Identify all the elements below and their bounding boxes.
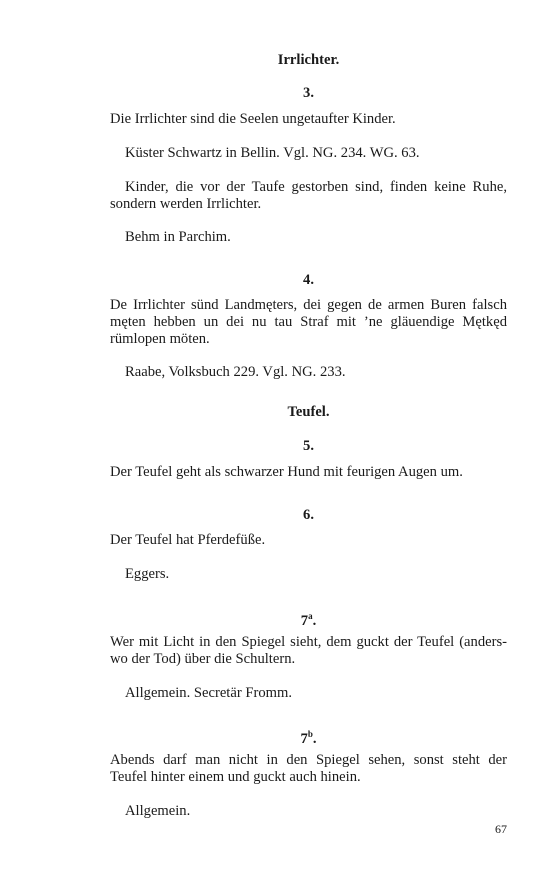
entry-4-line-3: rümlopen möten. xyxy=(110,331,210,347)
entry-7a-number: 7 xyxy=(300,613,309,629)
entry-7a-superscript: a xyxy=(308,611,313,621)
entry-4-line-2: męten hebben un dei nu tau Straf mit ’ne gläuendige Mętkęd xyxy=(110,314,507,330)
entry-3-variant-source: Behm in Parchim. xyxy=(125,229,231,245)
entry-7a-line-2: wo der Tod) über die Schultern. xyxy=(110,651,296,667)
entry-7a-source: Allgemein. Secretär Fromm. xyxy=(125,685,292,701)
entry-4-source: Raabe, Volksbuch 229. Vgl. NG. 233. xyxy=(125,364,346,380)
entry-number-3: 3. xyxy=(303,85,314,101)
entry-3-text: Die Irrlichter sind die Seelen ungetaufter Kinder. xyxy=(110,111,396,127)
entry-number-5: 5. xyxy=(303,438,314,454)
entry-7b-source: Allgemein. xyxy=(125,803,191,819)
entry-6-source: Eggers. xyxy=(125,566,170,582)
entry-number-4: 4. xyxy=(303,272,314,288)
entry-6-text: Der Teufel hat Pferdefüße. xyxy=(110,532,266,548)
page-number: 67 xyxy=(495,822,507,836)
entry-3-source: Küster Schwartz in Bellin. Vgl. NG. 234. WG. 63. xyxy=(125,145,420,161)
entry-7b-dot: . xyxy=(312,731,317,747)
entry-7b-line-2: Teufel hinter einem und guckt auch hinein. xyxy=(110,769,361,785)
entry-7b-superscript: b xyxy=(307,729,313,739)
entry-7a-dot: . xyxy=(312,613,317,629)
entry-number-7a xyxy=(110,607,507,630)
entry-5-text: Der Teufel geht als schwarzer Hund mit feurigen Augen um. xyxy=(110,464,463,480)
entry-3-variant-line-1: Kinder, die vor der Taufe gestorben sind, finden keine Ruhe, xyxy=(125,179,507,195)
entry-number-7b xyxy=(110,725,507,748)
entry-3-variant-line-2: sondern werden Irrlichter. xyxy=(110,196,262,212)
entry-7a-line-1: Wer mit Licht in den Spiegel sieht, dem guckt der Teufel (anders- xyxy=(110,634,507,650)
entry-7b-number: 7 xyxy=(300,731,308,747)
section-heading-irrlichter: Irrlichter. xyxy=(277,52,340,68)
section-heading-teufel: Teufel. xyxy=(287,404,330,420)
entry-number-6: 6. xyxy=(303,507,314,523)
entry-7b-line-1: Abends darf man nicht in den Spiegel sehen, sonst steht der xyxy=(110,752,507,768)
entry-4-line-1: De Irrlichter sünd Landmęters, dei gegen de armen Buren falsch xyxy=(110,297,507,313)
